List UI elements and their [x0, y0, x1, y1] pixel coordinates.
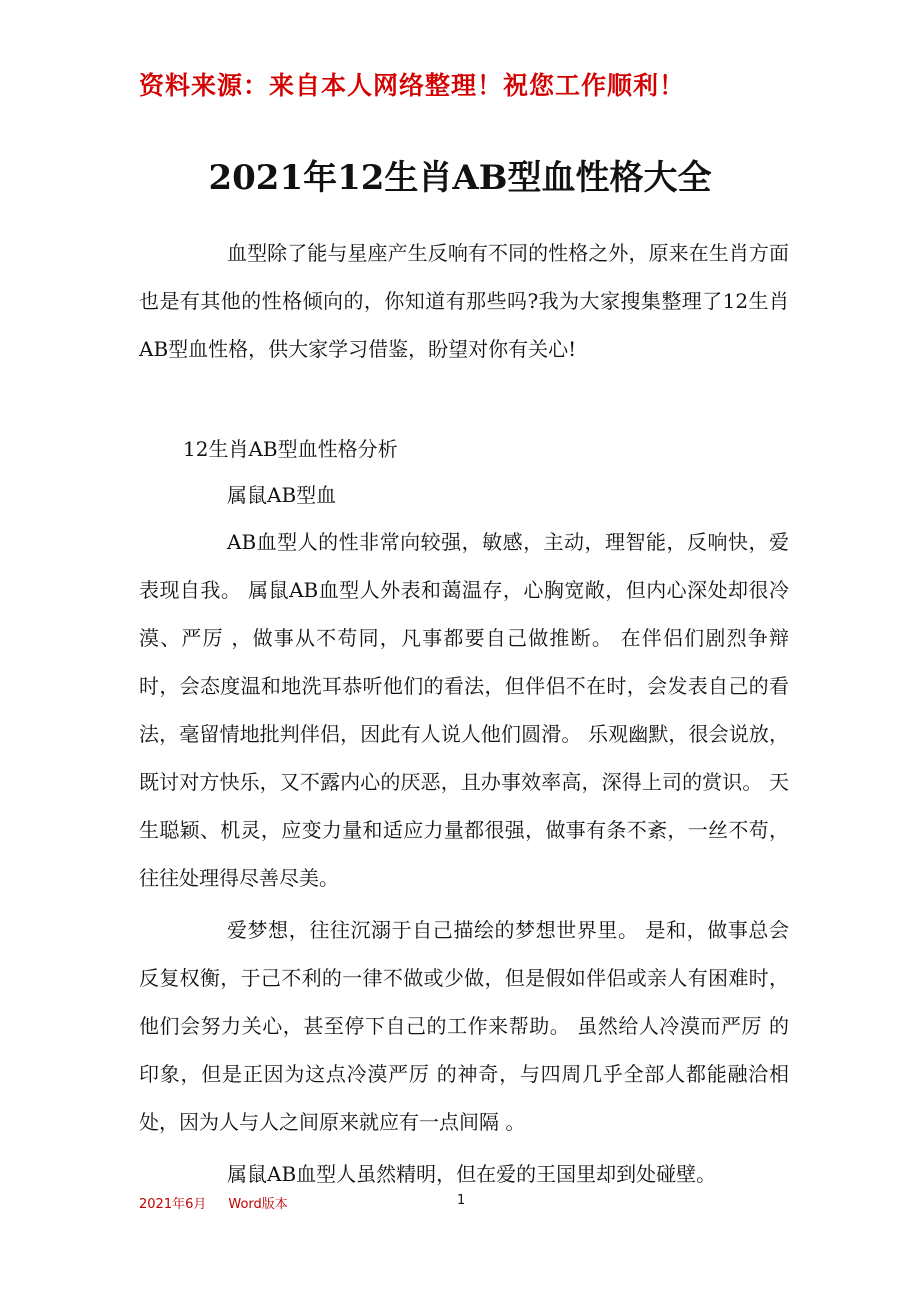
intro-paragraph: 血型除了能与星座产生反响有不同的性格之外，原来在生肖方面也是有其他的性格倾向的，你知道有那些吗?我为大家搜集整理了12生肖AB型血性格，供大家学习借鉴，盼望对你有关心! [139, 241, 789, 361]
body-paragraph: 爱梦想，往往沉溺于自己描绘的梦想世界里。 是和，做事总会反复权衡，于己不利的一律不做或少做，但是假如伴侣或亲人有困难时，他们会努力关心，甚至停下自己的工作来帮助。 虽然给人冷漠而严厉 的印象，但是正因为这点冷漠严厉 的神奇，与四周几乎全部人都能融洽相处，因为人与人之间原来就应有一点间隔 。 [139, 918, 789, 1134]
body-paragraph: 属鼠AB血型人虽然精明，但在爱的王国里却到处碰壁。 [227, 1162, 717, 1186]
footer-version: Word版本 [228, 1197, 288, 1212]
footer-date: 2021年6月 [139, 1197, 207, 1212]
sub-heading: 属鼠AB型血 [227, 483, 337, 507]
page-number: 1 [457, 1193, 466, 1208]
source-banner: 资料来源：来自本人网络整理！祝您工作顺利！ [139, 71, 686, 100]
body-paragraph: AB血型人的性非常向较强，敏感，主动，理智能，反响快，爱表现自我。 属鼠AB血型人外表和蔼温存，心胸宽敞，但内心深处却很冷漠、严厉 ，做事从不苟同，凡事都要自己做推断。 在伴侣们剧烈争辩时，会态度温和地洗耳恭听他们的看法，但伴侣不在时，会发表自己的看法，毫留情地批判伴侣，因此有人说人他们圆滑。 乐观幽默，很会说放，既讨对方快乐，又不露内心的厌恶，且办事效率高，深得上司的赏识。 天生聪颖、机灵，应变力量和适应力量都很强，做事有条不紊，一丝不苟，往往处理得尽善尽美。 [139, 530, 789, 890]
content-block [139, 518, 789, 1198]
section-heading: 12生肖AB型血性格分析 [183, 437, 398, 461]
document-title: 2021年12生肖AB型血性格大全 [208, 158, 712, 198]
intro-block [139, 229, 789, 373]
footer-info [139, 1193, 288, 1212]
